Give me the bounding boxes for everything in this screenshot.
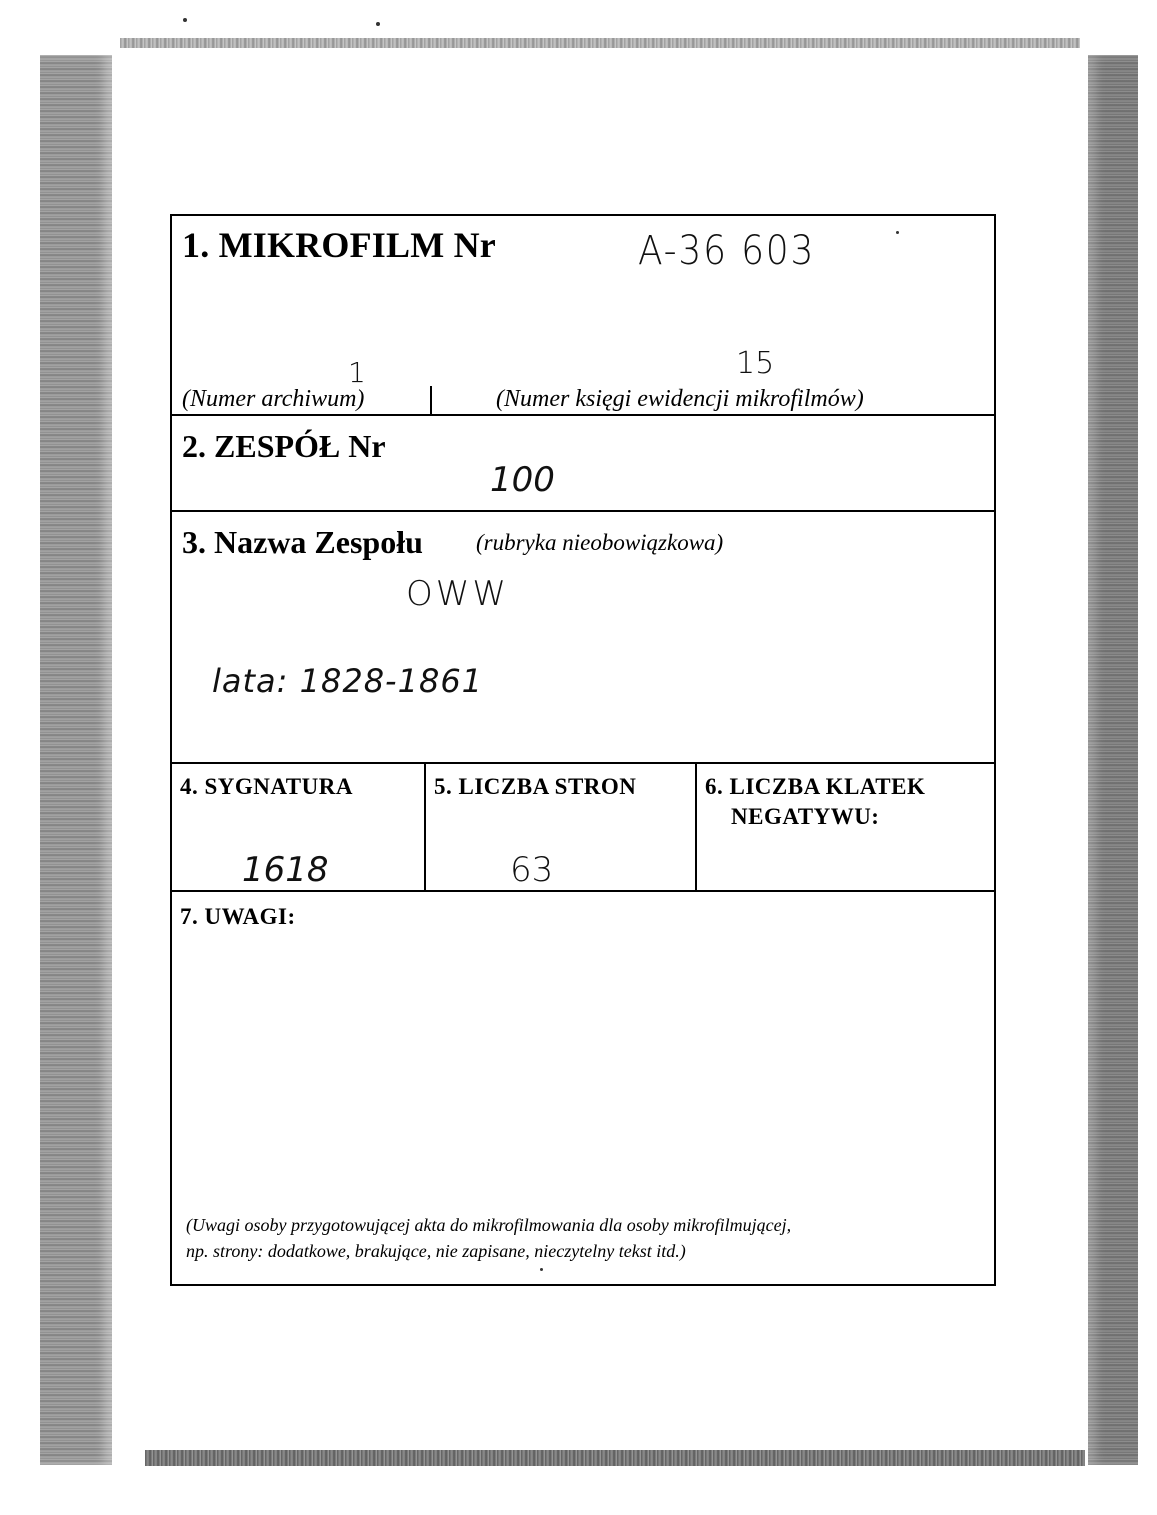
remarks-section [172,892,994,1284]
scan-speck [376,22,380,26]
negative-frames-label-line1: 6. LICZBA KLATEK [705,774,926,799]
registry-number-value: 15 [736,346,775,381]
scan-edge-right [1088,55,1138,1465]
scan-edge-bottom [145,1450,1085,1466]
fonds-name-section [172,512,994,764]
fonds-name-value: OWW [406,574,509,614]
archive-number-value: 1 [348,356,366,389]
remarks-label: 7. UWAGI: [180,904,296,929]
microfilm-form [170,214,996,1286]
signature-value: 1618 [242,850,329,890]
fonds-number-section [172,416,994,512]
caption-divider [430,386,432,414]
signature-label: 4. SYGNATURA [180,774,353,799]
fonds-years-value: lata: 1828-1861 [212,662,484,700]
page-count-label: 5. LICZBA STRON [434,774,637,799]
negative-frames-cell [697,764,994,890]
page-count-cell [426,764,697,890]
page-count-value: 63 [510,850,554,890]
negative-frames-label-line2: NEGATYWU: [731,804,880,829]
scan-edge-top [120,38,1080,48]
scan-speck [183,18,187,22]
archive-number-caption: (Numer archiwum) [182,386,365,412]
remarks-note-line2: np. strony: dodatkowe, brakujące, nie zapisane, nieczytelny tekst itd.) [186,1241,686,1261]
remarks-note-line1: (Uwagi osoby przygotowującej akta do mikrofilmowania dla osoby mikrofilmującej, [186,1215,792,1235]
fonds-name-note: (rubryka nieobowiązkowa) [476,530,724,555]
scan-edge-left [40,55,112,1465]
registry-number-caption: (Numer księgi ewidencji mikrofilmów) [496,386,864,412]
microfilm-number-label: 1. MIKROFILM Nr [182,225,496,265]
reference-row [172,764,994,892]
fonds-number-label: 2. ZESPÓŁ Nr [182,428,386,464]
microfilm-number-section [172,216,994,416]
fonds-name-label: 3. Nazwa Zespołu [182,524,423,560]
fonds-number-value: 100 [490,460,555,500]
signature-cell [172,764,426,890]
microfilm-number-handwritten: A-36 603 [638,228,816,274]
